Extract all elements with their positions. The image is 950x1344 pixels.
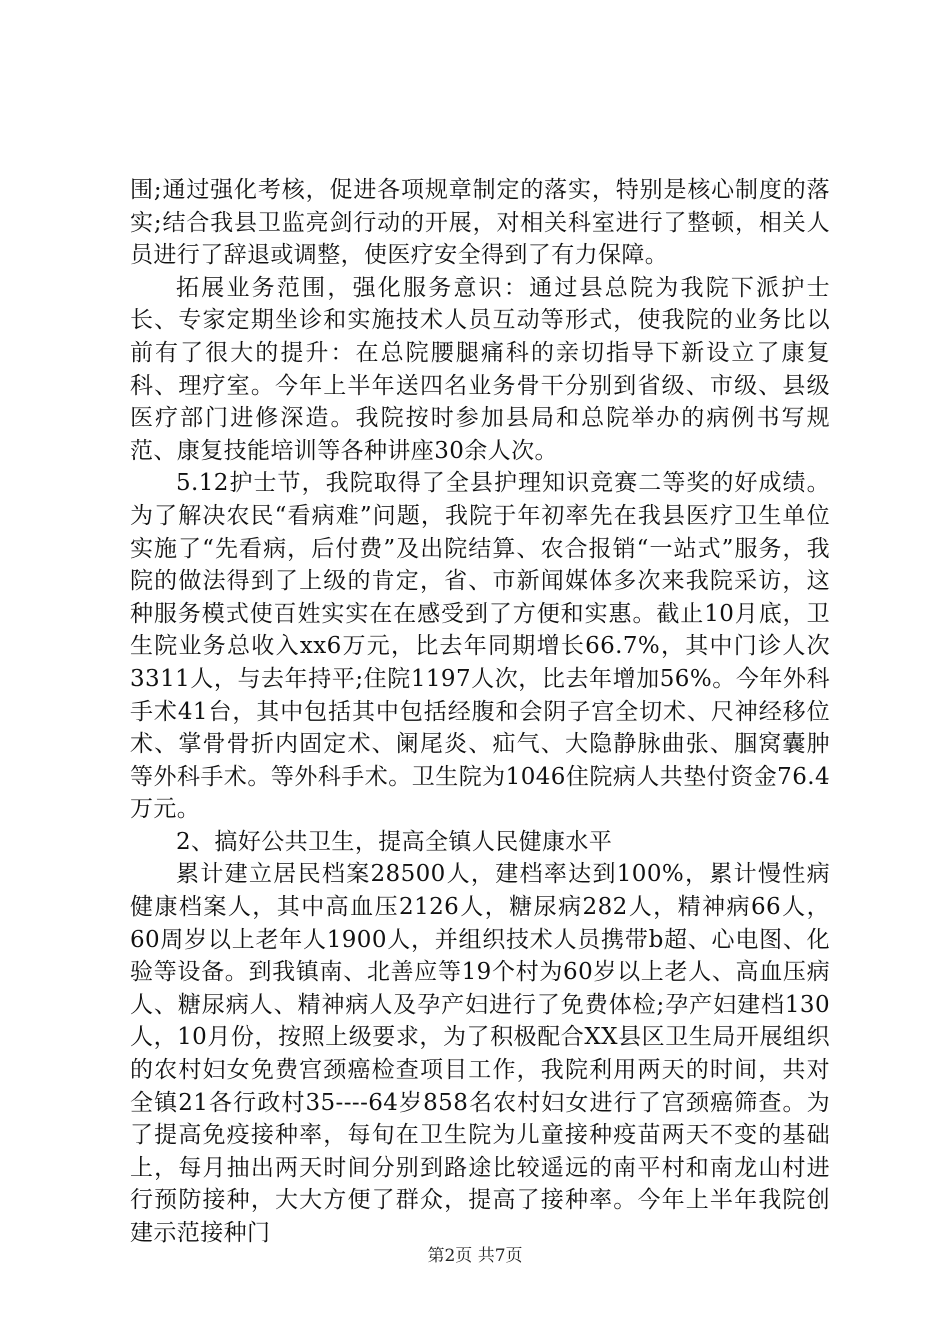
paragraph-business-scope: 拓展业务范围，强化服务意识：通过县总院为我院下派护士长、专家定期坐诊和实施技术人员互动等形式，使我院的业务比以前有了很大的提升：在总院腰腿痛科的亲切指导下新设立了康复科、理疗室。今年上半年送四名业务骨干分别到省级、市级、县级医疗部门进修深造。我院按时参加县局和总院举办的病例书写规范、康复技能培训等各种讲座30余人次。 bbox=[130, 274, 830, 464]
section-heading-public-health: 2、搞好公共卫生，提高全镇人民健康水平 bbox=[176, 828, 613, 855]
page-number-footer: 第2页 共7页 bbox=[427, 1246, 523, 1266]
paragraph-nurse-day: 5.12护士节，我院取得了全县护理知识竞赛二等奖的好成绩。为了解决农民“看病难”问题，我院于年初率先在我县医疗卫生单位实施了“先看病，后付费”及出院结算、农合报销“一站式”服务，我院的做法得到了上级的肯定，省、市新闻媒体多次来我院采访，这种服务模式使百姓实实在在感受到了方便和实惠。截止10月底，卫生院业务总收入xx6万元，比去年同期增长66.7%，其中门诊人次3311人，与去年持平;住院1197人次，比去年增加56%。今年外科手术41台，其中包括其中包括经腹和会阴子宫全切术、尺神经移位术、掌骨骨折内固定术、阑尾炎、疝气、大隐静脉曲张、腘窝囊肿等外科手术。等外科手术。卫生院为1046住院病人共垫付资金76.4万元。 bbox=[130, 470, 830, 823]
document-body bbox=[130, 174, 830, 1250]
paragraph-resident-archives: 累计建立居民档案28500人，建档率达到100%，累计慢性病健康档案人，其中高血压2126人，糖尿病282人，精神病66人，60周岁以上老年人1900人，并组织技术人员携带b超、心电图、化验等设备。到我镇南、北善应等19个村为60岁以上老人、高血压病人、糖尿病人、精神病人及孕产妇进行了免费体检;孕产妇建档130人，10月份，按照上级要求，为了积极配合XX县区卫生局开展组织的农村妇女免费宫颈癌检查项目工作，我院利用两天的时间，共对全镇21各行政村35----64岁858名农村妇女进行了宫颈癌筛查。为了提高免疫接种率，每旬在卫生院为儿童接种疫苗两天不变的基础上，每月抽出两天时间分别到路途比较遥远的南平村和南龙山村进行预防接种，大大方便了群众，提高了接种率。今年上半年我院创建示范接种门 bbox=[130, 861, 830, 1246]
paragraph-continued: 围;通过强化考核，促进各项规章制定的落实，特别是核心制度的落实;结合我县卫监亮剑行动的开展，对相关科室进行了整顿，相关人员进行了辞退或调整，使医疗安全得到了有力保障。 bbox=[130, 177, 830, 269]
